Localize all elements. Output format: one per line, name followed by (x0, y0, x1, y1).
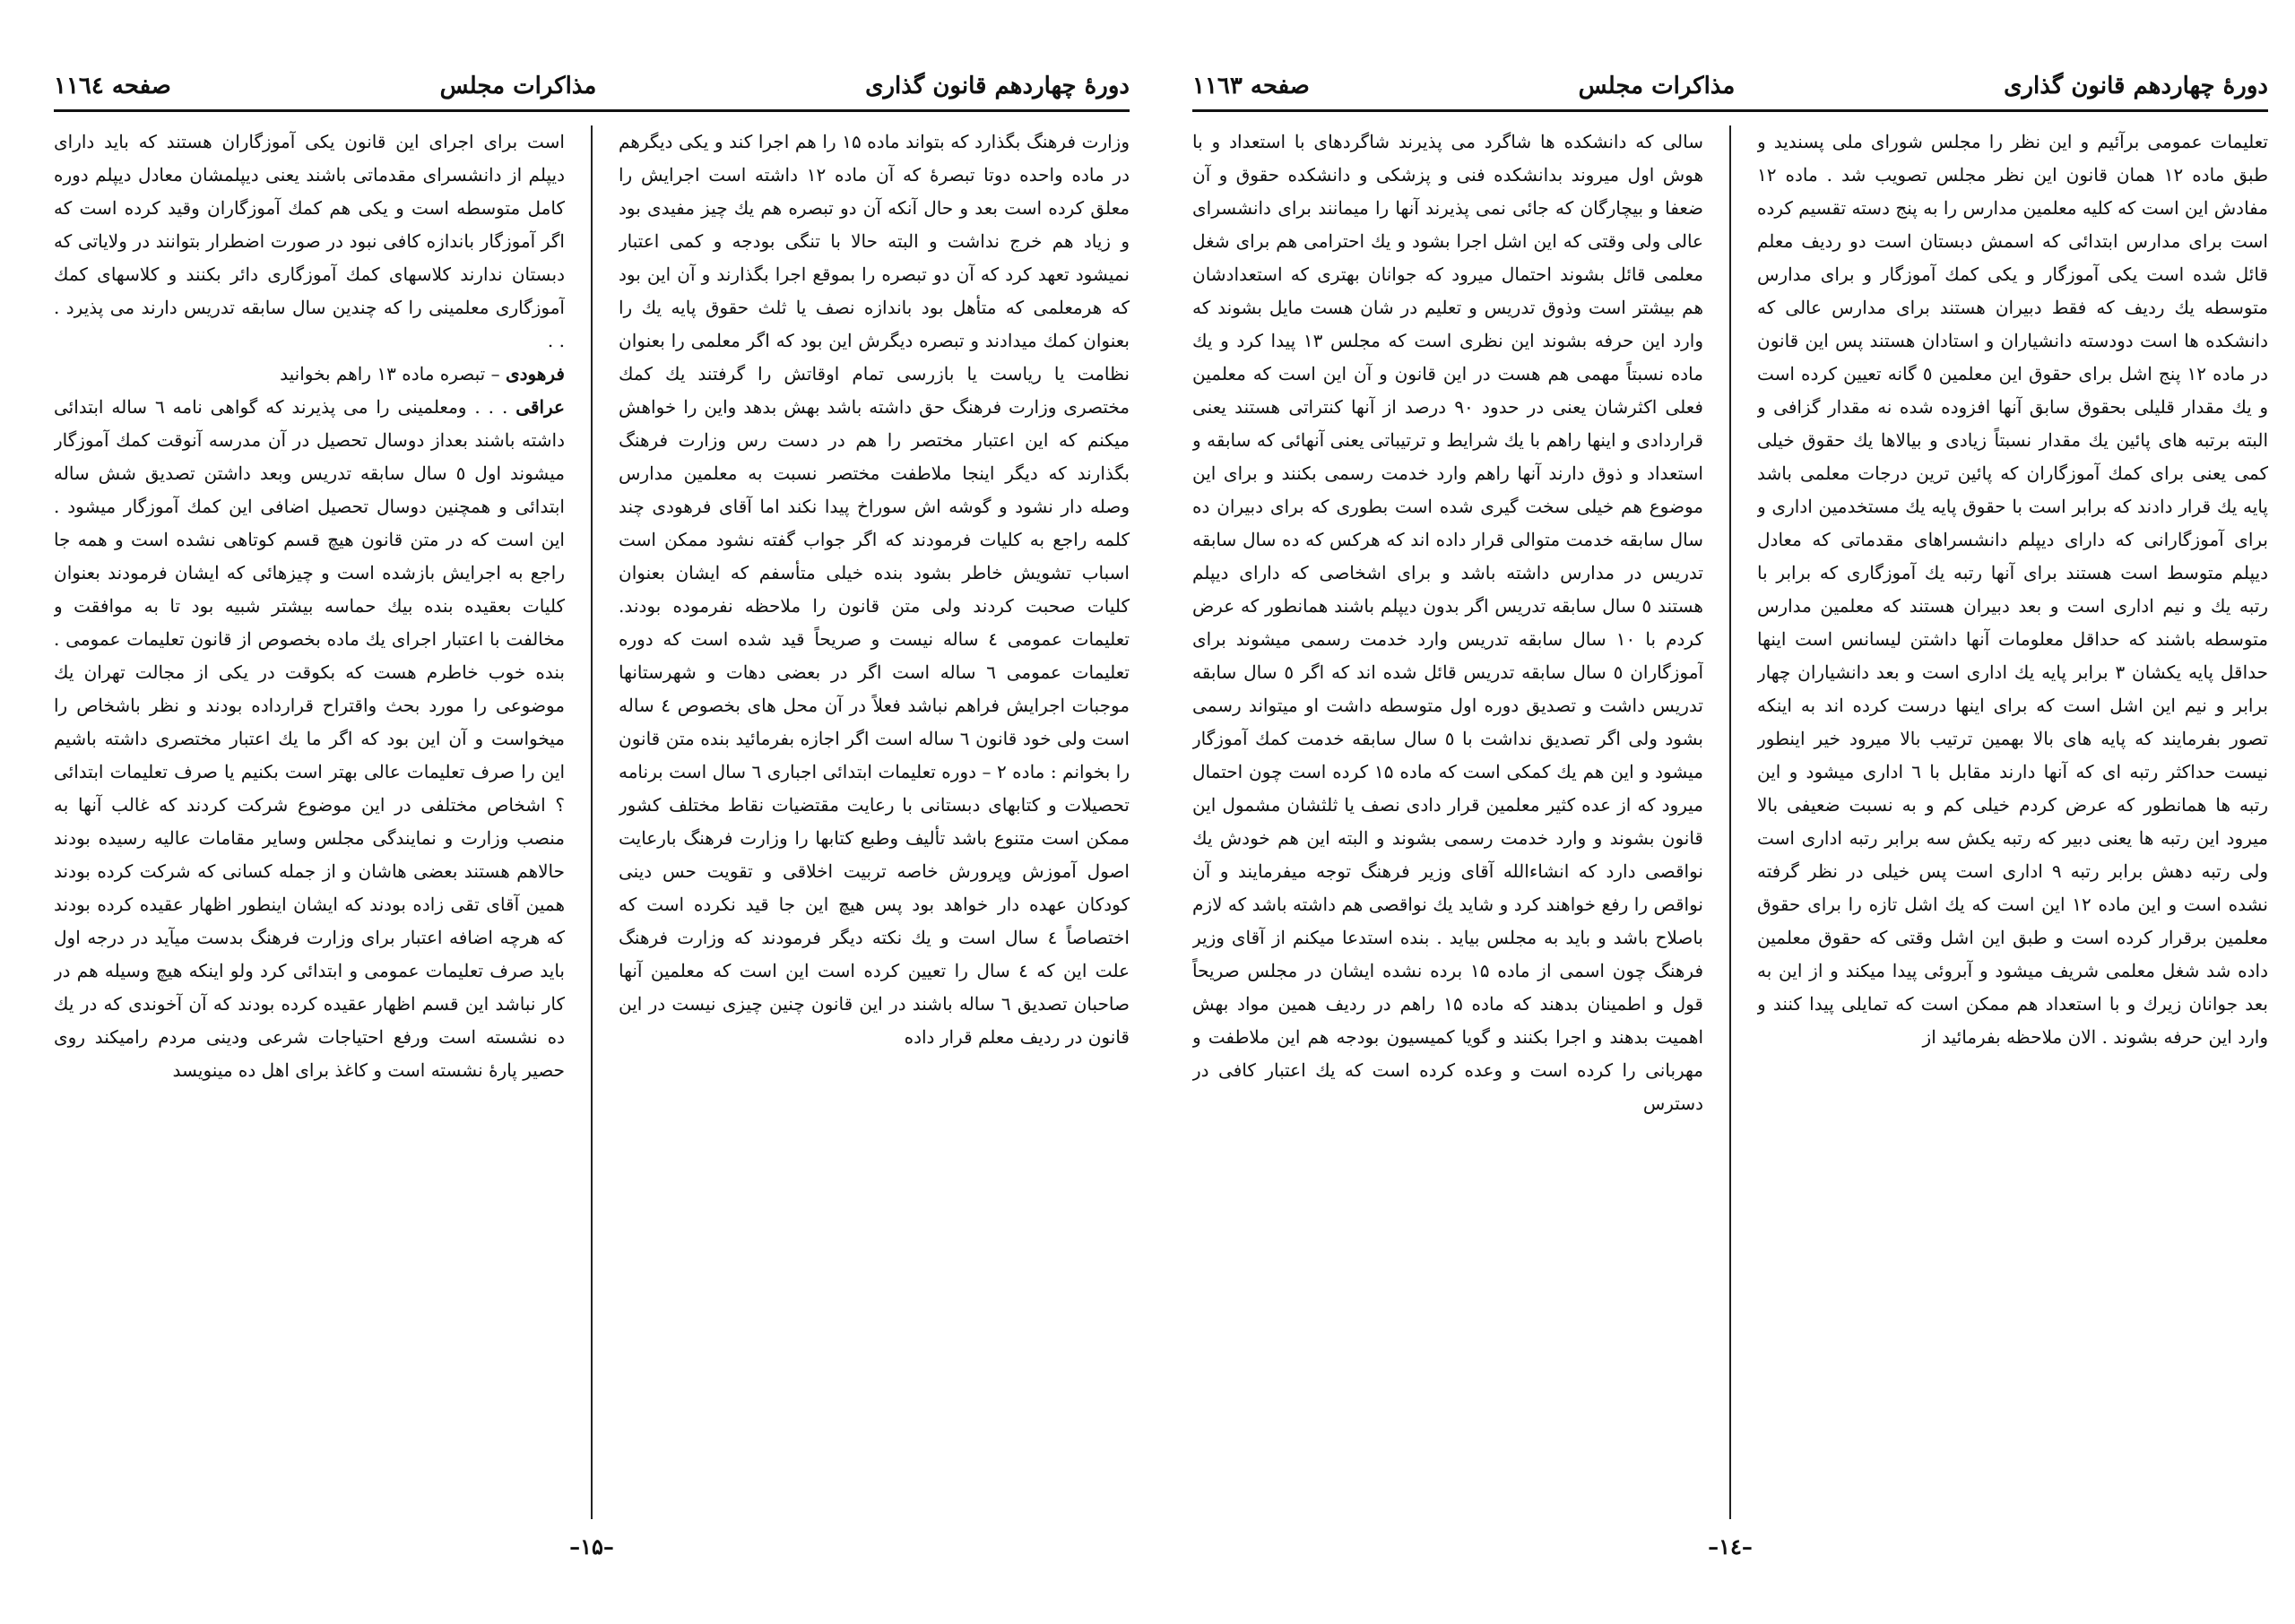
speech-text: – تبصره ماده ۱۳ راهم بخوانید (280, 363, 506, 384)
page-header (54, 63, 1130, 112)
column-left (54, 125, 565, 1519)
speech-araghi (54, 391, 565, 1087)
body-text: سالی که دانشکده ها شاگرد می پذیرند شاگردهای با استعداد و با هوش اول میروند بدانشکده فنی و پزشکی و دانشکده حقوق و آن ضعفا و بیچارگان که جائی نمی پذیرند آنها را میمانند برای دانشسرای عالی ولی وقتی که این اشل اجرا بشود و یك احترامی هم برای شغل معلمی قائل بشوند احتمال میرود که جوانان بهتری که استعدادشان هم بیشتر است وذوق تدریس و تعلیم در شان هست مایل بشوند که وارد این حرفه بشوند این نظری است که مجلس ۱۳ پیدا کرد و یك ماده نسبتاً مهمی هم هست در این قانون و آن این است که معلمین فعلی اکثرشان یعنی در حدود ۹۰ درصد از آنها کنتراتی هستند یعنی قراردادی و اینها راهم با یك شرایط و ترتیباتی یعنی آنهائی که سابقه و استعداد و ذوق دارند آنها راهم وارد خدمت رسمی بکنند و برای این موضوع هم خیلی سخت گیری شده است بطوری که برای دبیران ده سال سابقه خدمت متوالی قرار داده اند که هرکس که ده سال سابقه تدریس در مدارس داشته باشد و برای اشخاصی که دارای دیپلم هستند ٥ سال سابقه تدریس اگر بدون دیپلم باشند همانطور که عرض کردم با ۱۰ سال سابقه تدریس وارد خدمت رسمی میشوند برای آموزگاران ٥ سال سابقه تدریس قائل شده اند که اگر ٥ سال سابقه تدریس داشت و تصدیق دوره اول متوسطه داشت او میتواند رسمی بشود ولی اگر تصدیق نداشت با ٥ سال سابقه خدمت کمك آموزگار میشود و این هم یك کمکی است که ماده ۱۵ کرده است چون احتمال میرود که از عده کثیر معلمین قرار دادی نصف یا ثلثشان مشمول این قانون بشوند و وارد خدمت رسمی بشوند و البته این هم خودش یك نواقصی دارد که انشاءالله آقای وزیر فرهنگ توجه میفرمایند و آن نواقص را رفع خواهند کرد و شاید یك نواقصی هم داشته باشد که لازم باصلاح باشد و باید به مجلس بیاید . بنده استدعا میکنم از آقای وزیر فرهنگ چون اسمی از ماده ۱۵ برده نشده ایشان در مجلس صریحاً قول و اطمینان بدهند که ماده ۱۵ راهم در ردیف همین مواد بهش اهمیت بدهند و اجرا بکنند و گویا کمیسیون بودجه هم این ملاطفت و مهربانی را کرده است و وعده کرده است که یك اعتبار کافی در دسترس (1192, 131, 1703, 1114)
column-divider (1729, 125, 1731, 1519)
page-footer-number: –۱٤– (1708, 1533, 1753, 1559)
header-title: مذاکرات مجلس (1578, 73, 1736, 99)
text-columns (54, 125, 1130, 1519)
column-left (1192, 125, 1703, 1519)
header-section: دورهٔ چهاردهم قانون گذاری (2004, 73, 2268, 99)
column-right (1757, 125, 2268, 1519)
page-header (1192, 63, 2268, 112)
header-page-number: صفحه ۱۱٦۳ (1192, 73, 1310, 99)
speech-farhudi (54, 358, 565, 391)
speech-text: . . . ومعلمینی را می پذیرند که گواهی نامه ٦ ساله ابتدائی داشته باشند بعداز دوسال تحصیل در آن مدرسه آنوقت کمك آموزگار میشوند اول ٥ سال سابقه تدریس وبعد داشتن تصدیق شش ساله ابتدائی و همچنین دوسال تحصیل اضافی این کمك آموزگار میشود . این است که در متن قانون هیچ قسم کوتاهی نشده است و همه جا راجع به اجرایش بازشده است و چیزهائی که ایشان فرمودند بعنوان کلیات بعقیده بنده بیك حماسه بیشتر شبیه بود تا به موافقت و مخالفت با اعتبار اجرای یك ماده بخصوص از قانون تعلیمات عمومی . بنده خوب خاطرم هست که بکوقت در یکی از مجالت تهران یك موضوعی را مورد بحث واقتراح قرارداده بودند و نظر باشخاص را میخواست و آن این بود که اگر ما یك اعتبار مختصری داشته باشیم این را صرف تعلیمات عالی بهتر است بکنیم یا صرف تعلیمات ابتدائی ؟ اشخاص مختلفی در این موضوع شرکت کردند که غالب آنها به منصب وزارت و نمایندگی مجلس وسایر مقامات عالیه رسیده بودند حالاهم هستند بعضی هاشان و از جمله کسانی که شرکت کرده بودند همین آقای تقی زاده بودند که ایشان اینطور اظهار عقیده کرده بودند که هرچه اضافه اعتبار برای وزارت فرهنگ بدست میآید در درجه اول باید صرف تعلیمات عمومی و ابتدائی کرد ولو اینکه هیچ وسیله هم در کار نباشد این قسم اظهار عقیده کرده بودند که آن آخوندی که در یك ده نشسته است ورفع احتیاجات شرعی ودینی مردم رامیکند روی حصیر پارهٔ نشسته است و کاغذ برای اهل ده مینویسد (54, 396, 565, 1081)
header-page-number: صفحه ۱۱٦٤ (54, 73, 171, 99)
column-divider (591, 125, 593, 1519)
header-title: مذاکرات مجلس (439, 73, 597, 99)
speaker-name: عراقی (515, 396, 565, 418)
column-right (619, 125, 1130, 1519)
header-section: دورهٔ چهاردهم قانون گذاری (865, 73, 1130, 99)
text-columns (1192, 125, 2268, 1519)
page-1164 (54, 36, 1130, 1595)
body-text: است برای اجرای این قانون یکی آموزگاران هستند که باید دارای دیپلم از دانشسرای مقدماتی باشند یعنی دیپلمشان معادل دیپلم دوره کامل متوسطه است و یکی هم کمك آموزگاران وقید کرده است که اگر آموزگار باندازه کافی نبود در صورت اضطرار بتوانند در ولایاتی که دبستان ندارند کلاسهای کمك آموزگاری دائر بکنند و کلاسهای کمك آموزگاری معلمینی را که چندین سال سابقه تدریس دارند می پذیرد . . . (54, 131, 565, 351)
page-footer-number: –۱۵– (569, 1533, 614, 1559)
speaker-name: فرهودی (505, 363, 565, 384)
body-text: تعلیمات عمومی برآئیم و این نظر را مجلس شورای ملی پسندید و طبق ماده ۱۲ همان قانون این نظر مجلس تصویب شد . ماده ۱۲ مفادش این است که کلیه معلمین مدارس را به پنج دسته تقسیم کرده است برای مدارس ابتدائی که اسمش دبستان است دو ردیف معلم قائل شده است یکی آموزگار و یکی کمك آموزگار و برای مدارس متوسطه یك ردیف که فقط دبیران هستند برای مدارس عالی که دانشکده ها است دودسته دانشیاران و استادان هستند پس این قانون در ماده ۱۲ پنج اشل برای حقوق این معلمین ٥ گانه تعیین کرده است و یك مقدار قلیلی بحقوق سابق آنها افزوده شده نه مقدار گزافی و البته برتبه های پائین یك مقدار نسبتاً زیادی و بیالاها یك حقوق خیلی کمی یعنی برای کمك آموزگاران که پائین ترین درجات معلمی باشد پایه یك قرار دادند که برابر است با حقوق پایه یك مستخدمین اداری و برای آموزگارانی که دارای دیپلم دانشسراهای مقدماتی که معادل دیپلم متوسط است هستند برای آنها رتبه یك آموزگاری که برابر با رتبه یك و نیم اداری است و بعد دبیران هستند که معلمین مدارس متوسطه باشند که حداقل معلومات آنها داشتن لیسانس است اینها حداقل پایه یکشان ۳ برابر پایه یك اداری است و بعد دانشیاران چهار برابر و نیم این اشل است که برای اینها درست کرده اند به اینکه تصور بفرمایند که پایه های بالا بهمین ترتیب بالا میرود خیر اینطور نیست حداکثر رتبه ای که آنها دارند مقابل با ٦ اداری میشود و این رتبه ها همانطور که عرض کردم خیلی کم و به نسبت ضعیفی بالا میرود این رتبه ها یعنی دبیر که رتبه یکش سه برابر رتبه اداری است ولی رتبه دهش برابر رتبه ۹ اداری است پس خیلی در نظر گرفته نشده است و این ماده ۱۲ این است که یك اشل تازه را برای حقوق معلمین برقرار کرده است و طبق این اشل وقتی که حقوق معلمین داده شد شغل معلمی شریف میشود و آبروئی پیدا میکند و از این به بعد جوانان زیرك و با استعداد هم ممکن است که تمایلی پیدا کنند و وارد این حرفه بشوند . الان ملاحظه بفرمائید از (1757, 131, 2268, 1048)
body-text: وزارت فرهنگ بگذارد که بتواند ماده ۱۵ را هم اجرا کند و یکی دیگرهم در ماده واحده دوتا تبصرهٔ که آن ماده ۱۲ داشته است اجرایش را معلق کرده است بعد و حال آنکه آن دو تبصره هم یك چیز مفیدی بود و زیاد هم خرج نداشت و البته حالا با تنگی بودجه و کمی اعتبار نمیشود تعهد کرد که آن دو تبصره را بموقع اجرا بگذارند و آن این بود که هرمعلمی که متأهل بود باندازه نصف یا ثلث حقوق پایه یك را بعنوان کمك میدادند و تبصره دیگرش این بود که اگر معلمی را بعنوان نظامت یا ریاست یا بازرسی تمام اوقاتش را گرفتند یك کمك مختصری وزارت فرهنگ حق داشته باشد بهش بدهد واین را خواهش میکنم که این اعتبار مختصر را هم در دست رس وزارت فرهنگ بگذارند که دیگر اینجا ملاطفت مختصر نسبت به معلمین مدارس وصله دار نشود و گوشه اش سوراخ پیدا نکند اما آقای فرهودی چند کلمه راجع به کلیات فرمودند که اگر جواب گفته نشود ممکن است اسباب تشویش خاطر بشود بنده خیلی متأسفم که ایشان بعنوان کلیات صحبت کردند ولی متن قانون را ملاحظه نفرموده بودند. تعلیمات عمومی ٤ ساله نیست و صریحاً قید شده است که دوره تعلیمات عمومی ٦ ساله است اگر در بعضی دهات و شهرستانها موجبات اجرایش فراهم نباشد فعلاً در آن محل های بخصوص ٤ ساله است ولی خود قانون ٦ ساله است اگر اجازه بفرمائید بنده متن قانون را بخوانم : ماده ۲ – دوره تعلیمات ابتدائی اجباری ٦ سال است برنامه تحصیلات و کتابهای دبستانی با رعایت مقتضیات نقاط مختلف کشور ممکن است متنوع باشد تألیف وطبع کتابها را وزارت فرهنگ بارعایت اصول آموزش وپرورش خاصه تربیت اخلاقی و تقویت حس دینی کودکان عهده دار خواهد بود پس هیچ این جا قید نکرده است که اختصاصاً ٤ سال است و یك نکته دیگر فرمودند که وزارت فرهنگ علت این که ٤ سال را تعیین کرده است این است که معلمین آنها صاحبان تصدیق ٦ ساله باشند در این قانون چنین چیزی نیست در این قانون در ردیف معلم قرار داده (619, 131, 1130, 1048)
page-1163 (1192, 36, 2268, 1595)
